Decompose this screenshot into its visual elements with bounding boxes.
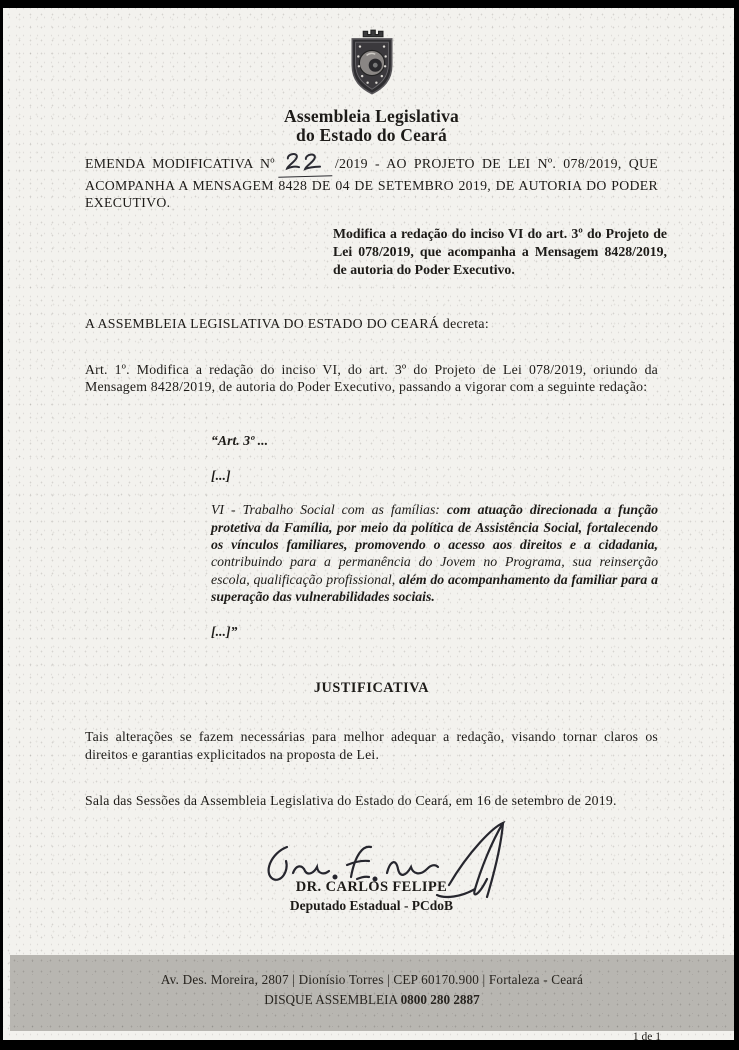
signatory-name: DR. CARLOS FELIPE	[295, 879, 448, 896]
org-title-line1: Assembleia Legislativa	[283, 106, 460, 126]
footer-phone-label: DISQUE ASSEMBLEIA	[264, 992, 401, 1007]
document-content	[85, 8, 667, 941]
document-page	[3, 8, 734, 1040]
ementa-paragraph: Modifica a redação do inciso VI do art. 3º do Projeto de Lei 078/2019, que acompanha a Mensagem 8428/2019, de autoria do Poder Executivo.	[333, 226, 667, 277]
footer-address: Av. Des. Moreira, 2807 | Dionísio Torres | CEP 60170.900 | Fortaleza - Ceará	[160, 972, 584, 987]
closing-place-date-line: Sala das Sessões da Assembleia Legislativa do Estado do Ceará, em 16 de setembro de 2019.	[85, 793, 617, 809]
quote-ellipsis-1: [...]	[211, 468, 231, 484]
handwritten-22-icon	[284, 151, 327, 172]
intro-post-text: /2019 - AO PROJETO DE LEI Nº. 078/2019, QUE ACOMPANHA A MENSAGEM 8428 DE 04 DE SETEMBRO 2019, DE AUTORIA DO PODER EXECUTIVO.	[85, 155, 658, 210]
ceara-coat-of-arms-icon	[338, 28, 406, 98]
inciso-segment-3: contribuindo para a permanência do Jovem no Programa, sua reinserção escola, qualificação profissional,	[211, 554, 658, 587]
intro-pre-text: EMENDA MODIFICATIVA Nº	[85, 155, 275, 171]
justification-paragraph: Tais alterações se fazem necessárias para melhor adequar a redação, visando tornar claros os direitos e garantias explicitados na proposta de Lei.	[85, 729, 658, 763]
org-title	[85, 107, 658, 145]
org-title-line2: do Estado do Ceará	[296, 124, 447, 145]
page-indicator-row	[10, 1031, 729, 1040]
signatory-role: Deputado Estadual - PCdoB	[289, 898, 454, 914]
article-1-paragraph: Art. 1º. Modifica a redação do inciso VI, do art. 3º do Projeto de Lei 078/2019, oriundo da Mensagem 8428/2019, de autoria do Poder Executivo, passando a vigorar com a seguinte redação:	[85, 361, 658, 395]
signatory-identity	[85, 879, 658, 914]
quote-ellipsis-2: [...]”	[211, 624, 238, 640]
footer-phone-number: 0800 280 2887	[400, 992, 480, 1007]
quote-inciso-vi-paragraph	[211, 501, 658, 605]
inciso-segment-2: com atuação direcionada a função protetiva da Família, por meio da política de Assistência Social, fortalecendo os vínculos familiares, promovendo o acesso aos direitos e a cidadania,	[211, 502, 658, 552]
inciso-segment-1: VI - Trabalho Social com as famílias:	[211, 502, 447, 518]
footer-band	[10, 955, 734, 1031]
header-emblem-wrap	[85, 28, 658, 103]
enacting-formula: A ASSEMBLEIA LEGISLATIVA DO ESTADO DO CEARÁ decreta:	[85, 315, 489, 331]
quote-art3-line: “Art. 3º ...	[211, 433, 269, 449]
handwritten-amendment-number	[278, 151, 333, 177]
quoted-wording-block	[211, 433, 658, 640]
justification-heading: JUSTIFICATIVA	[313, 680, 430, 697]
amendment-intro-paragraph	[85, 152, 658, 211]
footer-phone-line	[10, 992, 734, 1008]
inciso-segment-4: além do acompanhamento da familiar para a superação das vulnerabilidades sociais.	[211, 571, 658, 605]
page-indicator: 1 de 1	[632, 1031, 661, 1040]
signature-block	[85, 821, 658, 941]
